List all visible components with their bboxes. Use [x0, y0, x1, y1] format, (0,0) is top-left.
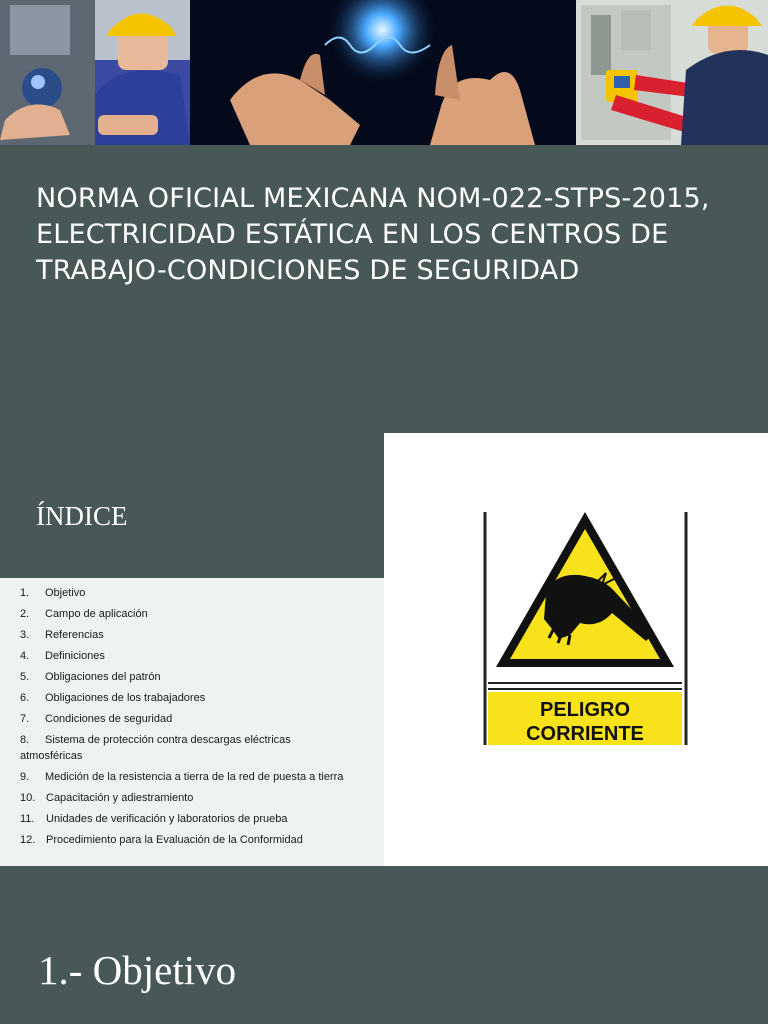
warning-sign-image — [384, 433, 768, 866]
photo-technician-panel — [576, 0, 768, 145]
title-band — [0, 145, 768, 433]
warning-sign-panel — [384, 433, 768, 866]
toc-item: 6. Obligaciones de los trabajadores — [20, 692, 206, 704]
toc-item: 11. Unidades de verificación y laboratorios de prueba — [20, 813, 288, 825]
toc-item: 2. Campo de aplicación — [20, 608, 148, 620]
section-title: 1.- Objetivo — [38, 947, 237, 993]
section-header-band — [0, 866, 768, 1024]
sign-line-1: PELIGRO — [539, 699, 631, 721]
index-header-band — [0, 433, 384, 578]
document-title: NORMA OFICIAL MEXICANA NOM-022-STPS-2015, ELECTRICIDAD ESTÁTICA EN LOS CENTROS DE TRABAJO-CONDICIONES DE SEGURIDAD — [36, 183, 710, 286]
index-heading: ÍNDICE — [36, 501, 128, 531]
toc-item: 5. Obligaciones del patrón — [20, 671, 161, 683]
toc-item: 8. Sistema de protección contra descargas eléctricas atmosféricas — [20, 734, 291, 762]
toc-item: 12. Procedimiento para la Evaluación de la Conformidad — [20, 834, 303, 846]
toc-item: 7. Condiciones de seguridad — [20, 713, 173, 725]
photo-hands-energy — [190, 0, 576, 145]
toc-item: 9. Medición de la resistencia a tierra de la red de puesta a tierra — [20, 771, 344, 783]
toc-item: 4. Definiciones — [20, 650, 105, 662]
toc-item: 10. Capacitación y adiestramiento — [20, 792, 194, 804]
sign-line-2: CORRIENTE — [526, 723, 644, 745]
photo-worker-with-globe — [0, 0, 190, 145]
toc-item: 3. Referencias — [20, 629, 104, 641]
header-photo-strip — [0, 0, 768, 145]
table-of-contents — [0, 578, 384, 873]
toc-item: 1. Objetivo — [20, 587, 86, 599]
